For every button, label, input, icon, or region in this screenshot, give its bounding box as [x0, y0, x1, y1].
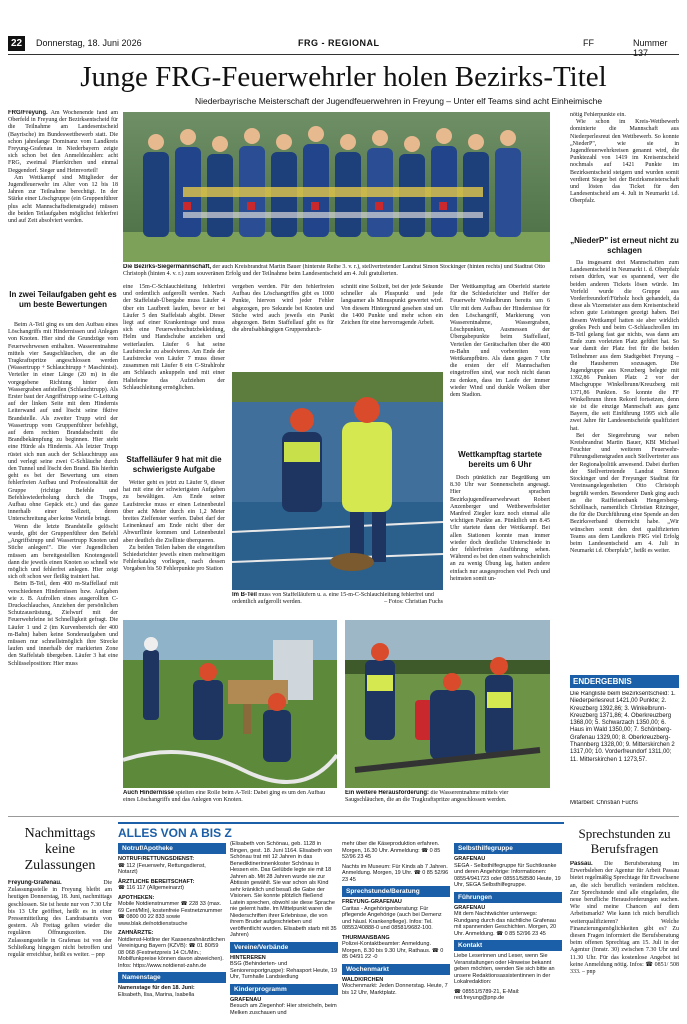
service-col-4	[454, 841, 562, 1019]
article-headline: Junge FRG-Feuerwehrler holen Bezirks-Titel	[80, 61, 607, 93]
result-heading: ENDERGEBNIS	[570, 675, 679, 688]
caption-bold: Ein weitere Herausforderung:	[345, 790, 430, 796]
service-title: ALLES VON A BIS Z	[118, 826, 232, 840]
service-entry	[118, 985, 226, 998]
bottom-divider	[8, 816, 679, 817]
service-entry	[230, 841, 338, 939]
service-entry	[454, 856, 562, 889]
notice-kicker: Freyung-Grafenau.	[8, 880, 62, 886]
service-entry-text: Mit dem Nachtwächter unterwegs: Rundgang durch das nächtliche Grafenau mit spannenden Geschichten. Morgen, 20 Uhr. Anmeldung. ☎ 0 85 52/96 23 45	[454, 911, 557, 937]
service-entry-label: GRAFENAU	[454, 856, 486, 862]
zulassung-notice	[8, 826, 112, 959]
author-credit: Mitarbeit: Christian Fuchs	[570, 800, 639, 806]
service-entry-label: APOTHEKEN:	[118, 894, 155, 901]
page-header	[8, 36, 679, 58]
article-subheadline: Niederbayrische Meisterschaft der Jugendfeuerwehren in Freyung – Unter elf Teams sind acht Einheimische	[194, 96, 603, 106]
service-entry	[342, 841, 450, 861]
service-category-heading: Notruf/Apotheke	[118, 843, 226, 854]
service-category-heading: Vereine/Verbände	[230, 942, 338, 953]
article-col1-body	[8, 322, 118, 832]
paragraph-fehlerpunkte: nötig Fehlerpunkte ein.	[570, 112, 626, 118]
service-entry-text: (Elisabeth von Schönau, geb. 1128 in Bingen, gest. 18. Juni 1164. Elisabeth von Schönau trat mit 12 Jahren in das Benediktinerinnenkloster Schönau in Hessen ein. Das Gelübde legte sie mit 18 Jahren ab. Mit 28 Jahren wurde sie zur Äbtissin gewählt. Sie war schon als Kind sehr kränklich und besaß die Gabe der Visionen. Sie konnte plötzlich fließend Latein sprechen, obwohl sie diese Sprache nie gelernt hatte. Im Mittelpunkt waren die Niederschriften ihrer Erlebnisse, die von ihrem Bruder aufgeschrieben und veröffentlicht wurden. Elisabeth starb mit 35 Jahren)	[230, 841, 337, 938]
result-box	[570, 675, 679, 764]
obstacle-photo-caption	[123, 790, 337, 804]
service-category-heading: Kinderprogramm	[230, 984, 338, 995]
article-col6-body	[570, 260, 679, 670]
caption-bold: Die Bezirks-Siegermannschaft,	[123, 264, 212, 270]
service-columns	[118, 841, 564, 1019]
water-photo-caption	[345, 790, 550, 804]
photo-credit: – Fotos: Christian Fuchs	[384, 599, 443, 606]
service-entry	[342, 899, 450, 932]
page-number: 22	[8, 36, 25, 51]
berufsfragen-body	[570, 861, 679, 976]
hose-rolling-photo	[232, 372, 443, 590]
article-col2-top: eine 15m-C-Schlauchleitung fehlerfrei und ordentlich aufgerollt werden. Nach der Staffelstab-Übergabe muss Läufer 4 über ein Laufbrett laufen, bevor er bei Läufer 5 den Staffelstab abgibt. Dieser liegt auf einer Krankentrage und muss sich eine Feuerwehrschutzbekleidung, Helm und Handschuhe anziehen und weiterlaufen. Läufer 6 hat seine Laufstrecke zu absolvieren. Am Ende der Laufstrecke von Läufer 7 muss dieser zusammen mit Läufer 8 ein C-Strahlrohr am Schlauch ankuppeln und mit einer Halteleine das Aufziehen der Schlauchleitung ermöglichen.	[123, 284, 225, 391]
article-col5-bottom: Doch pünktlich zur Begrüßung um 8.30 Uhr war Sonnenschein angesagt. Hier sprachen Bezirksjugendfeuerwehrwart Robert Anzenberger und Wettbewerbsleiter Manfred Ziegler kurz noch einmal alle wichtigen Punkte an. Pünktlich um 8.45 Uhr startete dann der Wettkampf. Bei allen Stationen konnte man immer wieder doch deutliche Unterschiede in der fehlerfreien Ausführung sehen. Während es bei den einen wahrscheinlich an zu wenig Übung lag, hatten andere einfach nur ausgesprochen viel Pech und heimsten somit un-	[450, 475, 550, 582]
service-entry	[118, 879, 226, 892]
service-entry-text: Notdienst-Hotline der Kassenzahnärztlichen Vereinigung Bayern (KZVB): ☎ 01 80/59 08 068 (Festnetzpreis 14 Ct./Min.; Mobilfunkpreise können davon abweichen). Infos: https://www.notdienst-zahn.de	[118, 936, 226, 969]
service-category-heading: Selbsthilfegruppe	[454, 843, 562, 854]
obstacle-photo	[123, 620, 337, 788]
service-entry-label: GRAFENAU	[454, 904, 486, 911]
caption-text: die Wasserentnahme mittels vier Saugschläuchen, die an die Tragkraftspritze angeschlossen werden.	[345, 790, 509, 804]
issue-number: Nummer 137	[633, 38, 668, 58]
paragraph-siegerehrung: Bei der Siegerehrung war neben Kreisbrandrat Martin Bauer, KBI Michael Feuchter und weiteren Feuerwehr-Führungsdienstgraden auch Stellvertreter aus der Regionalpolitik anwesend. Dabei durften der Stellvertretende Landrat Simon Stockinger und der Freyunger Stadtrat für Vereinsangelegenheiten Otto Christoph begrüßt werden. Besonderer Dank ging auch an die Raiffeisenbank Hengersberg-Schöllnach, namentlich Christian Ritzinger, die für die Durchführung eine Spende an den Bezirksverband überreicht habe. „Wir wünschen somit den drei qualifizierten Teams aus dem Landkreis FRG viel Erfolg beim Landesentscheid am 4. Juli in Neumarkt i.d. Oberpfalz", heißt es weiter.	[570, 432, 679, 555]
service-entry-text: ☎ 116 117 (Allgemeinarzt)	[118, 885, 184, 891]
service-col-2	[230, 841, 338, 1019]
service-entry-text: Wochenmarkt: Jeden Donnerstag. Heute, 7 bis 12 Uhr, Marktplatz.	[342, 983, 448, 996]
service-entry-label: ÄRZTLICHE BEREITSCHAFT:	[118, 878, 195, 885]
service-entry	[230, 955, 338, 981]
article-col6-top	[570, 112, 679, 232]
subheading-wettkampftag: Wettkampftag startete bereits um 6 Uhr	[458, 450, 542, 469]
service-category-heading: Sprechstunde/Beratung	[342, 886, 450, 897]
service-entry-text: Mobile Notdienstnummer ☎ 228 33 (max. 69 Cent/Min), kostenfreie Festnetznummer ☎ 0800 00 22 833 sowie www.blak.de/notdienstsuche	[118, 901, 223, 927]
service-category-heading: Kontakt	[454, 940, 562, 951]
service-entry	[454, 953, 562, 986]
paragraph-laeufer-9: Weiter geht es jetzt zu Läufer 9, dieser hat mit eine der schwierigsten Aufgaben zu bewältigen. Am Ende seiner Laufstrecke muss er einen Leinenbeutel über acht Meter durch ein 1,2 Meter breites Zielfenster werfen. Dabei darf der Leinenknauf am Ende nicht über der Abwurflinie kommen und Leinenbeutel aber deutlich die Ziellinie überqueren.	[123, 480, 225, 544]
service-entry	[342, 977, 450, 997]
result-list: Die Rangliste beim Bezirksentscheid: 1. Niederperlesreut 1421,00 Punkte; 2. Kreuzberg 1392,86; 3. Winkelbrunn-Kreuzberg 1371,86; 4. Oberkreuzberg 1368,00; 5. Schwarzach 1350,00; 6. Haus im Wald 1350,00; 7. Schönberg-Grafenau 1329,00; 8. Oberkreuzberg-Thannberg 1328,00; 9. Mitterskirchen 2 1317,00; 10. Vorderfreundorf 1311,00; 11. Mitterskirchen 1 1273,57.	[570, 691, 676, 763]
hose-photo-caption	[232, 592, 443, 606]
service-category-heading: Namenstage	[118, 972, 226, 983]
service-entry-text: Polizei-Kontaktbeamter: Anmeldung. Morgen, 8.30 bis 9.30 Uhr, Rathaus. ☎ 0 85 04/91 22 -0	[342, 941, 444, 960]
service-entry-text: Liebe Leserinnen und Leser, wenn Sie Veranstaltungen oder Hinweise bekannt geben möchten, wenden Sie sich bitte an unsere Redaktionsassistentinnen in der Lokalredaktion:	[454, 953, 555, 985]
lead-kicker: FRG/Freyung.	[8, 110, 48, 116]
service-entry	[118, 930, 226, 969]
service-entry-text: ☎ 08551/5789-21, E-Mail: red.freyung@pnp.de	[454, 988, 520, 1001]
service-entry	[118, 856, 226, 876]
paragraph-knoten: Wenn die letzte Brandstelle gelöscht wurde, gibt der Gruppenführer den Befehl „Angriffstrupp und Wassertrupp Knoten und Stiche anlegen!". Die vier Jugendlichen müssen am bereitgestellten Knotengestell dann die jeweils einen Knoten so schnell wie möglich und fehlerfrei anlegen. Hier zeigt sich oft schon wer fleißig trainiert hat.	[8, 523, 118, 581]
service-entry-text: ☎ 112 (Feuerwehr, Rettungsdienst, Notarzt)	[118, 862, 206, 875]
subheading-staffellaeufer: Staffelläufer 9 hat mit die schwierigste Aufgabe	[126, 455, 222, 474]
service-entry-label: THURMANSBANG	[342, 934, 390, 941]
notice-body	[8, 880, 112, 959]
service-entry	[118, 895, 226, 928]
berufsfragen-title: Sprechstunden zu Berufsfragen	[578, 826, 671, 856]
service-entry-text: Besuch am Ziegenhof: Hier streicheln, beim Melken zuschauen und	[230, 1003, 337, 1016]
berufsfragen-text: Die Berufsberatung im Erwerbsleben der Agentur für Arbeit Passau bietet regelmäßig Sprechtage für Erwachsene an, die sich beruflich verändern möchten. Zur Sprechstunde sind alle eingeladen, die neue berufliche Herausforderungen suchen. Wie sind meine Chancen auf dem Arbeitsmarkt? Wie kann ich mich beruflich weiterqualifizieren? Welche Finanzierungsmöglichkeiten gibt es? Zu diesen Fragen informiert die Berufsberatung beim offenen Sprechtag am 15. Juli in der Agentur (Innstr. 30) zwischen 7.30 Uhr und 11.30 Uhr. Für das kostenlose Angebot ist keine Anmeldung nötig. Infos: ☎ 0851/ 508 333. – pnp	[570, 861, 679, 976]
service-entry	[454, 989, 562, 1002]
service-entry-label: WALDKIRCHEN	[342, 976, 384, 983]
service-col-3	[342, 841, 450, 1019]
notice-title: Nachmittags keine Zulassungen	[24, 826, 96, 873]
service-category-heading: Führungen	[454, 892, 562, 903]
service-box	[118, 822, 564, 1020]
caption-bold: Im B-Teil	[232, 592, 257, 598]
service-entry-label: Namenstage für den 18. Juni:	[118, 985, 195, 991]
service-entry-text: Nachts im Museum: Für Kinds ab 7 Jahren. Anmeldung. Morgen, 19 Uhr. ☎ 0 85 52/96 23 45	[342, 863, 449, 883]
water-intake-photo	[345, 620, 550, 788]
service-entry-label: NOTRUF/RETTUNGSDIENST:	[118, 856, 195, 862]
paragraph-landesentscheid: Da insgesamt drei Mannschaften zum Landesentscheid in Neumarkt i. d. Oberpfalz reisen dürfen, war es spannend, wer die beiden anderen Tickets lösen würde. Im Vorfeld wurde die Gruppe aus Vorderfreundorf/Fürholz hoch gehandelt, da diese als Vizemeister aus dem Kreisentscheid schon gute Leistungen gezeigt haben. Bei diesem Wettkampf hatten sie aber wirklich großes Pech und beim C-Schlauchrollen im B-Teil gelang fast gar nichts, was dann am Ende zum vorletzten Platz geführt hat. So war damit der Platz frei für die beiden Teilnehmer aus dem Stadtgebiet Freyung – die Hausherren sozusagen. Die Jugendgruppe aus Kreuzberg belegte mit 1392,86 Punkten Platz 2 vor der Mischgruppe Winkelbrunn/Kreuzberg mit 1371,86 Punkten. So konnte die FF Winkelbrunn ihren Rekord fortsetzen, denn sie ist die einzige Mannschaft aus ganz Bayern, die seit Einführung 1995 sich alle zwei Jahre für Landesentscheide qualifiziert hat.	[570, 260, 679, 432]
berufsfragen-notice	[570, 826, 679, 976]
service-entry-label: ZAHNÄRZTE:	[118, 930, 154, 936]
lead-text: Am Wochenende fand am Oberfeld in Freyung der Bezirksentscheid für die Teilnahme am Landesentscheid (Bayrische) im Bundeswettbewerb statt. Die schon jahrelange Dominanz vom Landkreis Freyung-Grafenau in Niederbayern zeigte sich schon bei den Anmeldezahlen: acht FRG, zweimal Pfarrkirchen und einmal Deggendorf. Sieger und Heimvorteil!	[8, 110, 118, 174]
lead-paragraph-2: Am Wettkampf sind Mitglieder der Jugendfeuerwehr im Alter von 12 bis 18 Jahren zur Teilnahme berechtigt. In der Stärke einer Löschgruppe (ein Gruppenführer plus acht Mannschaftsdienstgrade) müssen die beiden Teilaufgaben möglichst fehlerfrei und auf Zeit absolviert werden.	[8, 174, 118, 225]
service-col-1	[118, 841, 226, 1019]
caption-text: muss von Staffelläufern u. a. eine 15-m-C-Schlauchleitung fehlerfrei und ordentlich aufgerollt werden.	[232, 592, 434, 606]
notice-text: Die Zulassungsstelle in Freyung bleibt am heutigen Donnerstag, 18. Juni, nachmittags geschlossen. Sie ist heute nur von 7.30 Uhr bis 13 Uhr geöffnet, heißt es in einer Pressemitteilung des Landratsamts von gestern. Ab Freitag gelten wieder die regulären Öffnungszeiten. Die Zulassungsstelle in Grafenau ist von der Schließung hingegen nicht betroffen und regulär erreichbar, heißt es weiter. – pnp	[8, 880, 112, 959]
service-entry	[342, 935, 450, 961]
paragraph-niederp: Wie schon im Kreis-Wettbewerb dominierte die Mannschaft aus Niederperlesreut den Wettbewerb. So konnte „NiederP", wie sie in Jugendfeuerwehrkreisen genannt wird, die Punktezahl von 1419 im Kreisentscheid nochmals auf 1421 Punkte im Bezirksentscheid steigern und wurden somit verdient Sieger bei der Bezirksmeisterschaft und lösten das Ticket für den Landesentscheid am 4. Juli in Neumarkt i.d. Oberpfalz.	[570, 119, 679, 205]
berufsfragen-kicker: Passau.	[570, 861, 593, 867]
article-col2-bottom	[123, 480, 225, 600]
caption-bold: Auch Hindernisse	[123, 790, 175, 796]
edition-code: FF	[583, 38, 594, 48]
service-entry-text: Caritas - Angehörigenberatung: Für pflegende Angehörige (auch bei Demenz und häusl. Krankenpflege). Infos: Tel. 08552/40888-0 und 08581/9682-100.	[342, 905, 442, 931]
caption-text: der auch Kreisbrandrat Martin Bauer (hinterste Reihe 3. v. r.), stellvertretender Landrat Simon Stockinger (hinten rechts) und Stadtrat Otto Christoph (hinten 4. v. r.) zum souveränen Erfolg und der Teilnahme beim Landesentscheid am 4. Juli gratulierten.	[123, 264, 546, 278]
article-col4-top: schnitt eine Sollzeit, bei der jede Sekunde schneller als Pluspunkt und jede langsamer als Minuspunkt gewertet wird. Von diesem Hintergrund gesehen sind um die 1400 Punkte und mehr schon ein Zeichen für eine hervorragende Arbeit.	[341, 284, 443, 327]
issue-date: Donnerstag, 18. Juni 2026	[36, 38, 142, 48]
service-entry-label: HINTEREREN	[230, 954, 266, 961]
paragraph-b-teil: Beim B-Teil, dem 400 m-Staffellauf mit verschiedenen Hindernissen bzw. Aufgaben wie z. B. Aufrollen eines ausgerollten C-Druckschlauches, Anziehen der persönlichen Schutzausrüstung, Zielwurf mit der Feuerwehrleine ist Schnelligkeit gefragt. Die Läufer 1 und 2 (im Kurvenbereich der 400 m-Bahn) haben keine Sonderaufgaben und müssen nur schnellstmöglich ihre Strecke laufen und innerhalb der markierten Zone den Staffelstab übergeben. Läufer 3 hat eine Schlüsselposition: Hier muss	[8, 581, 118, 667]
subheading-niederp: „NiederP" ist erneut nicht zu schlagen	[570, 236, 679, 255]
service-entry-text: BSG (Behinderten- und Seniorensportgruppe): Rehasport Heute, 19 Uhr, Turnhalle Landsiedlung	[230, 961, 338, 980]
article-lead	[8, 110, 118, 290]
section-name: FRG - REGIONAL	[298, 38, 380, 48]
paragraph-schiedsrichter: Zu beiden Teilen haben die eingeteilten Schiedsrichter jeweils einen mehrseitigen Fehlerkatalog vorliegen, nach dessen Vorgaben bis 50 Fehlerpunkte pro Station	[123, 544, 225, 573]
service-entry	[230, 997, 338, 1017]
article-col3-top: vergeben werden. Für den fehlerfreien Aufbau des Löschangriffes gibt es 1000 Punkte, hiervon wird jeder Fehler abgezogen, pro Sekunde bei Knoten und Stiche wird auch jeweils ein Punkt abgezogen. Beim Staffellauf gibt es für die abrufsabhängigen Gruppendurch-	[232, 284, 334, 334]
team-photo-caption	[123, 264, 550, 278]
subheading-teilaufgaben: In zwei Teilaufgaben geht es um beste Bewertungen	[9, 290, 117, 309]
service-entry-text: mehr über die Käseproduktion erfahren. Morgen, 16.30 Uhr. Anmeldung: ☎ 0 85 52/96 23 45	[342, 841, 441, 860]
team-photo	[123, 112, 550, 262]
service-entry-text: Elisabeth, Ilsa, Marina, Isabella	[118, 991, 195, 998]
service-entry-text: SEGA - Selbsthilfegruppe für Suchtkranke und deren Angehörige: Informationen: 08554/941723 oder 08551/58580 Heute, 19 Uhr, SEGA Selbsthilfegruppe.	[454, 862, 561, 888]
service-entry-label: GRAFENAU	[230, 996, 262, 1003]
service-entry-label: FREYUNG-GRAFENAU	[342, 899, 402, 905]
service-category-heading: Wochenmarkt	[342, 964, 450, 975]
article-col5-top: Der Wettkampftag am Oberfeld startete für die Schiedsrichter und Helfer der Feuerwehr Winkelbrunn bereits um 6 Uhr mit dem Aufbau der Hindernisse für den Löschangriff, Markierung von Wasserentnahme, Wassergraben, Löschpunkten, Ausmessen der Übergabepunkte beim Staffellauf, Verteilen der Gerätschaften über die 400 m-Bahn und vorbereiten vom Wettkampfbüro. Als dann gegen 7 Uhr die ersten der elf Mannschaften eingetroffen sind, war noch nicht daran zu denken, dass im Laufe der immer wieder Wind und dunkle Wolken über dem Stadion.	[450, 284, 550, 399]
service-entry	[342, 864, 450, 884]
caption-text: spielten eine Rolle beim A-Teil: Dabei ging es um den Aufbau eines Löschangriffs und das Anlegen von Knoten.	[123, 790, 326, 804]
service-entry	[454, 905, 562, 938]
paragraph-a-teil: Beim A-Teil ging es um den Aufbau eines Löschangriffs mit Hindernissen und Anlegen von Knoten. Hier sind die Grundzüge vom Feuerwehrwesen enthalten. Wasserentnahme mittels vier Saugschläuchen, die an die Tragkraftspritze angeschlossen werden (Wassertrupp + Schlauchtrupp + Maschinist). Verteiler in einer Länge (20 m) in die vorgegebene Richtung hinter dem Wassergraben aufstellen (Schlauchtrupp). Als Erster baut der Angriffstrupp seine C-Leitung auf der linken Seite mit dem Hindernis Leiterwand auf und löscht seine fiktive Brandstelle. Als zweiter Trupp wird der Wassertrupp vom Gruppenführer befehligt, auf dem rechten Brandabschnitt die Brandbekämpfung zu beginnen. Hier steht eine Hürde als Hindernis. Als letzter Trupp rüstet sich nun auch der Schlauchtrupp aus und verlegt seine zwei C-Schläuche durch den Tunnel und löscht den Brand. Bis hierhin geht es bei der Bewertung um einen fehlerfreien Aufbau und Professionalität der Gruppe (richtige Befehle und Befehlswiederholung durch die Trupps, Aufbau ohne Gepäck etc.) und das ganze innerhalb einer Sollzeit, deren Unterschreitung aber keine Vorteile bringt.	[8, 322, 118, 523]
